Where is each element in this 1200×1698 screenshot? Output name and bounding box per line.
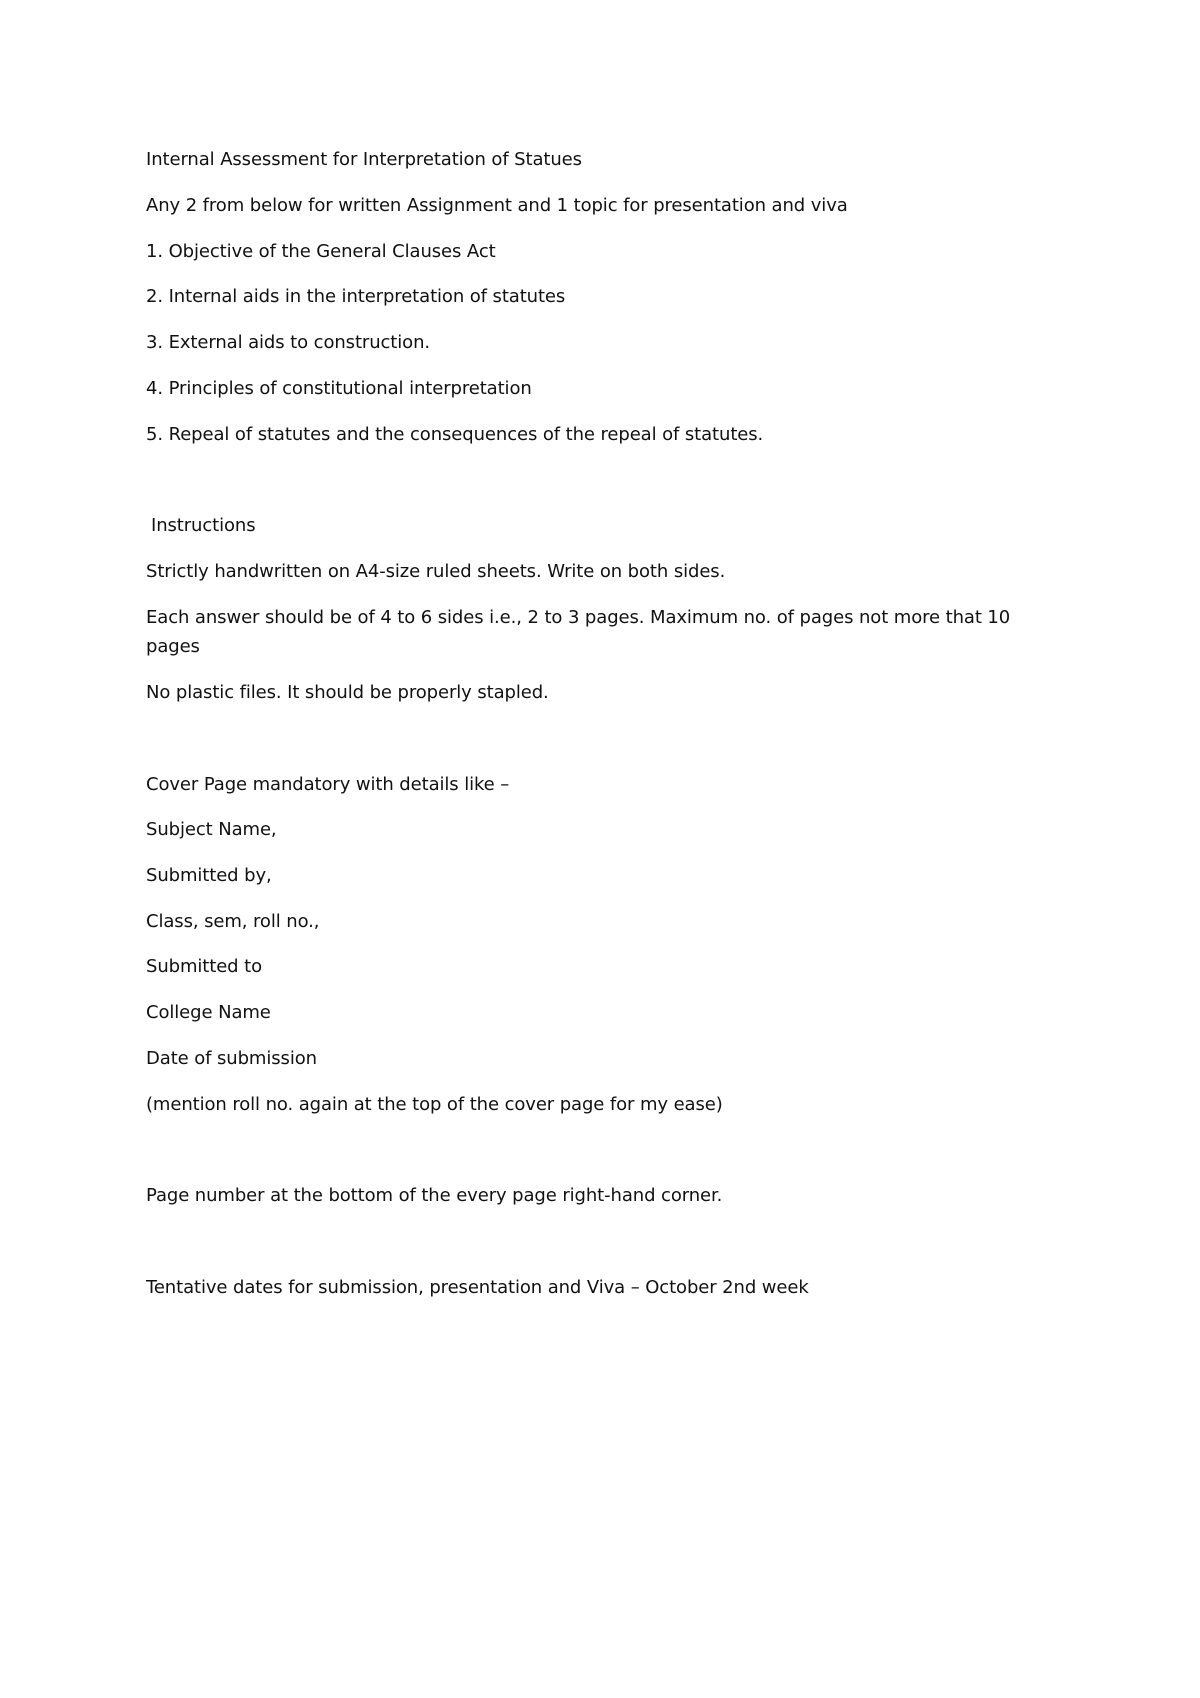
cover-page-item: College Name [146,1002,271,1023]
topic-item: 5. Repeal of statutes and the consequences of the repeal of statutes. [146,424,764,445]
instruction-item: Each answer should be of 4 to 6 sides i.e., 2 to 3 pages. Maximum no. of pages not more that 10 pages [146,607,1011,657]
instruction-item: No plastic files. It should be properly stapled. [146,682,549,703]
assignment-intro: Any 2 from below for written Assignment and 1 topic for presentation and viva [146,195,848,216]
page-number-note: Page number at the bottom of the every page right-hand corner. [146,1185,723,1206]
cover-page-note: (mention roll no. again at the top of the cover page for my ease) [146,1094,723,1115]
cover-page-item: Class, sem, roll no., [146,911,320,932]
cover-page-item: Submitted to [146,956,263,977]
topic-item: 2. Internal aids in the interpretation of statutes [146,286,566,307]
topic-item: 1. Objective of the General Clauses Act [146,241,496,262]
cover-page-heading: Cover Page mandatory with details like – [146,774,510,795]
cover-page-item: Date of submission [146,1048,317,1069]
topic-item: 3. External aids to construction. [146,332,431,353]
submission-dates-note: Tentative dates for submission, presentation and Viva – October 2nd week [146,1277,809,1298]
topic-item: 4. Principles of constitutional interpretation [146,378,532,399]
document-title: Internal Assessment for Interpretation of Statues [146,149,582,170]
cover-page-item: Subject Name, [146,819,277,840]
instructions-heading: Instructions [151,515,256,536]
instruction-item: Strictly handwritten on A4-size ruled sheets. Write on both sides. [146,561,726,582]
cover-page-item: Submitted by, [146,865,272,886]
